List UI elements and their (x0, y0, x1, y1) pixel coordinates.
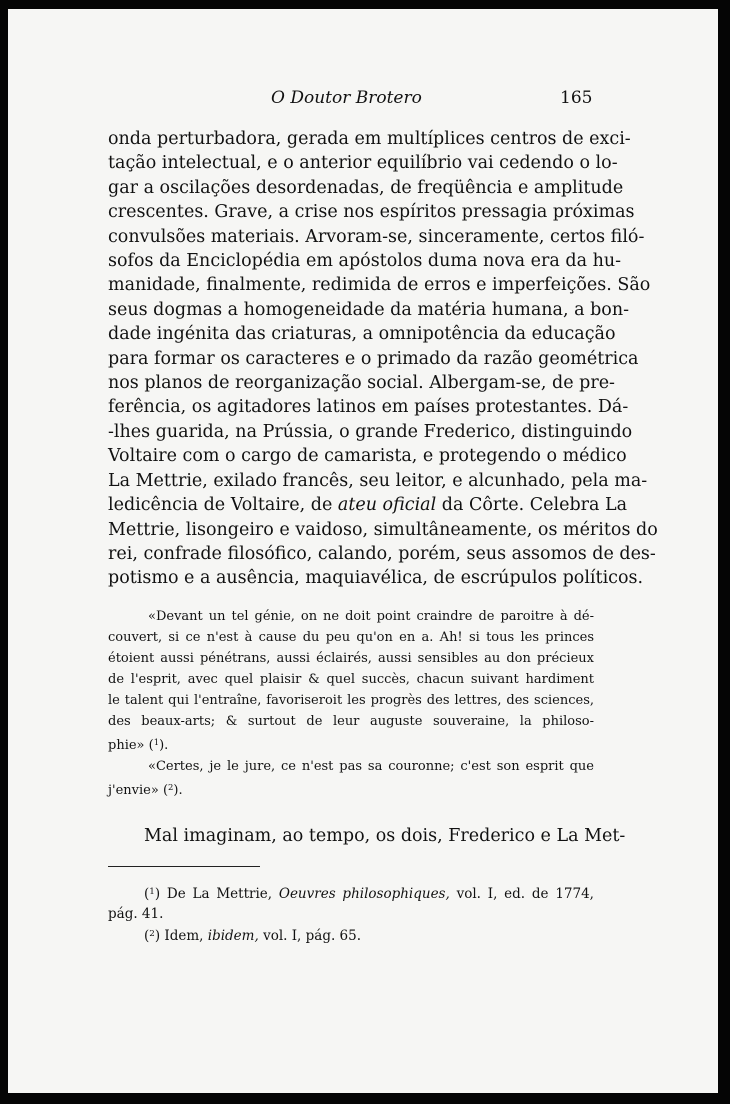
emphasis-ateu-oficial: ateu oficial (337, 495, 437, 516)
book-page (8, 9, 718, 1093)
text-line: -lhes guarida, na Prússia, o grande Frederico, distinguindo (108, 421, 633, 442)
quote-line: «Certes, je le jure, ce n'est pas sa couronne; c'est son esprit que (148, 758, 594, 774)
text-line: Mettrie, lisongeiro e vaidoso, simultâneamente, os méritos do (108, 519, 658, 540)
quote-line: le talent qui l'entraîne, favoriseroit les progrès des lettres, des sciences, (108, 693, 594, 708)
footnote-divider (108, 866, 260, 867)
text-line: ferência, os agitadores latinos em países protestantes. Dá- (108, 397, 629, 418)
text-segment: ) De La Mettrie, (154, 885, 279, 902)
text-segment: da Côrte. Celebra La (436, 495, 628, 516)
quote-line: «Devant un tel génie, on ne doit point craindre de paroitre à dé- (148, 609, 594, 624)
text-segment: j'envie» ( (108, 782, 169, 798)
text-line: manidade, finalmente, redimida de erros e imperfeições. São (108, 275, 651, 296)
text-line: onda perturbadora, gerada em multíplices centros de exci- (108, 129, 631, 149)
footnote-mark: 2 (149, 928, 155, 939)
footnote-ref-1: 1 (153, 737, 160, 747)
page-header (8, 88, 718, 112)
footnote-ref-2: 2 (168, 781, 174, 792)
text-line: rei, confrade filosófico, calando, porém, seus assomos de des- (108, 543, 656, 564)
footnote-1-continuation: pág. 41. (108, 905, 164, 922)
text-line: nos planos de reorganização social. Albergam-se, de pre- (108, 373, 615, 394)
quote-line: de l'esprit, avec quel plaisir & quel succès, chacun suivant hardiment (108, 672, 594, 687)
closing-paragraph (108, 824, 626, 848)
running-title: O Doutor Brotero (271, 88, 422, 108)
footnote-2: ($^2$) Idem, ibidem, vol. I, pág. 65. (144, 927, 362, 944)
quote-line (108, 777, 594, 801)
text-segment: ). (159, 737, 169, 753)
text-line: La Mettrie, exilado francês, seu leitor, e alcunhado, pela ma- (108, 470, 648, 491)
quote-line (108, 732, 594, 756)
quote-line: couvert, si ce n'est à cause du peu qu'on en a. Ah! si tous les princes (108, 630, 594, 645)
ibidem-italic: ibidem, (207, 927, 259, 944)
book-title: Oeuvres philosophiques, (278, 885, 450, 902)
page-number: 165 (560, 88, 593, 108)
text-line: sofos da Enciclopédia em apóstolos duma nova era da hu- (108, 251, 622, 272)
main-paragraph (108, 127, 658, 591)
text-segment: vol. I, pág. 65. (258, 927, 362, 944)
footnote-1: ($^1$) De La Mettrie, Oeuvres philosophiques, vol. I, ed. de 1774, (144, 885, 594, 902)
text-segment: ledicência de Voltaire, de (108, 495, 338, 516)
text-line (108, 493, 628, 517)
quote-line: des beaux-arts; & surtout de leur auguste souveraine, la philoso- (108, 714, 594, 729)
text-line: seus dogmas a homogeneidade da matéria humana, a bon- (108, 299, 630, 320)
text-line: gar a oscilações desordenadas, de freqüência e amplitude (108, 177, 624, 198)
text-segment: ) Idem, (154, 927, 208, 944)
block-quote (108, 606, 594, 801)
text-line: convulsões materiais. Arvoram-se, sinceramente, certos filó- (108, 226, 645, 247)
text-line: Mal imaginam, ao tempo, os dois, Frederico e La Met- (144, 826, 626, 846)
text-line: Voltaire com o cargo de camarista, e protegendo o médico (108, 446, 627, 467)
text-segment: phie» ( (108, 737, 154, 753)
text-line: tação intelectual, e o anterior equilíbrio vai cedendo o lo- (108, 153, 618, 174)
text-line: potismo e a ausência, maquiavélica, de escrúpulos políticos. (108, 568, 644, 589)
text-line: dade ingénita das criaturas, a omnipotência da educação (108, 324, 616, 345)
text-line: crescentes. Grave, a crise nos espíritos pressagia próximas (108, 202, 635, 223)
text-segment: ). (173, 782, 183, 798)
text-segment: vol. I, ed. de 1774, (449, 885, 594, 902)
footnote-mark: 1 (149, 887, 155, 897)
footnotes (108, 882, 594, 946)
quote-line: étoient aussi pénétrans, aussi éclairés, aussi sensibles au don précieux (108, 651, 594, 666)
text-line: para formar os caracteres e o primado da razão geométrica (108, 348, 639, 369)
